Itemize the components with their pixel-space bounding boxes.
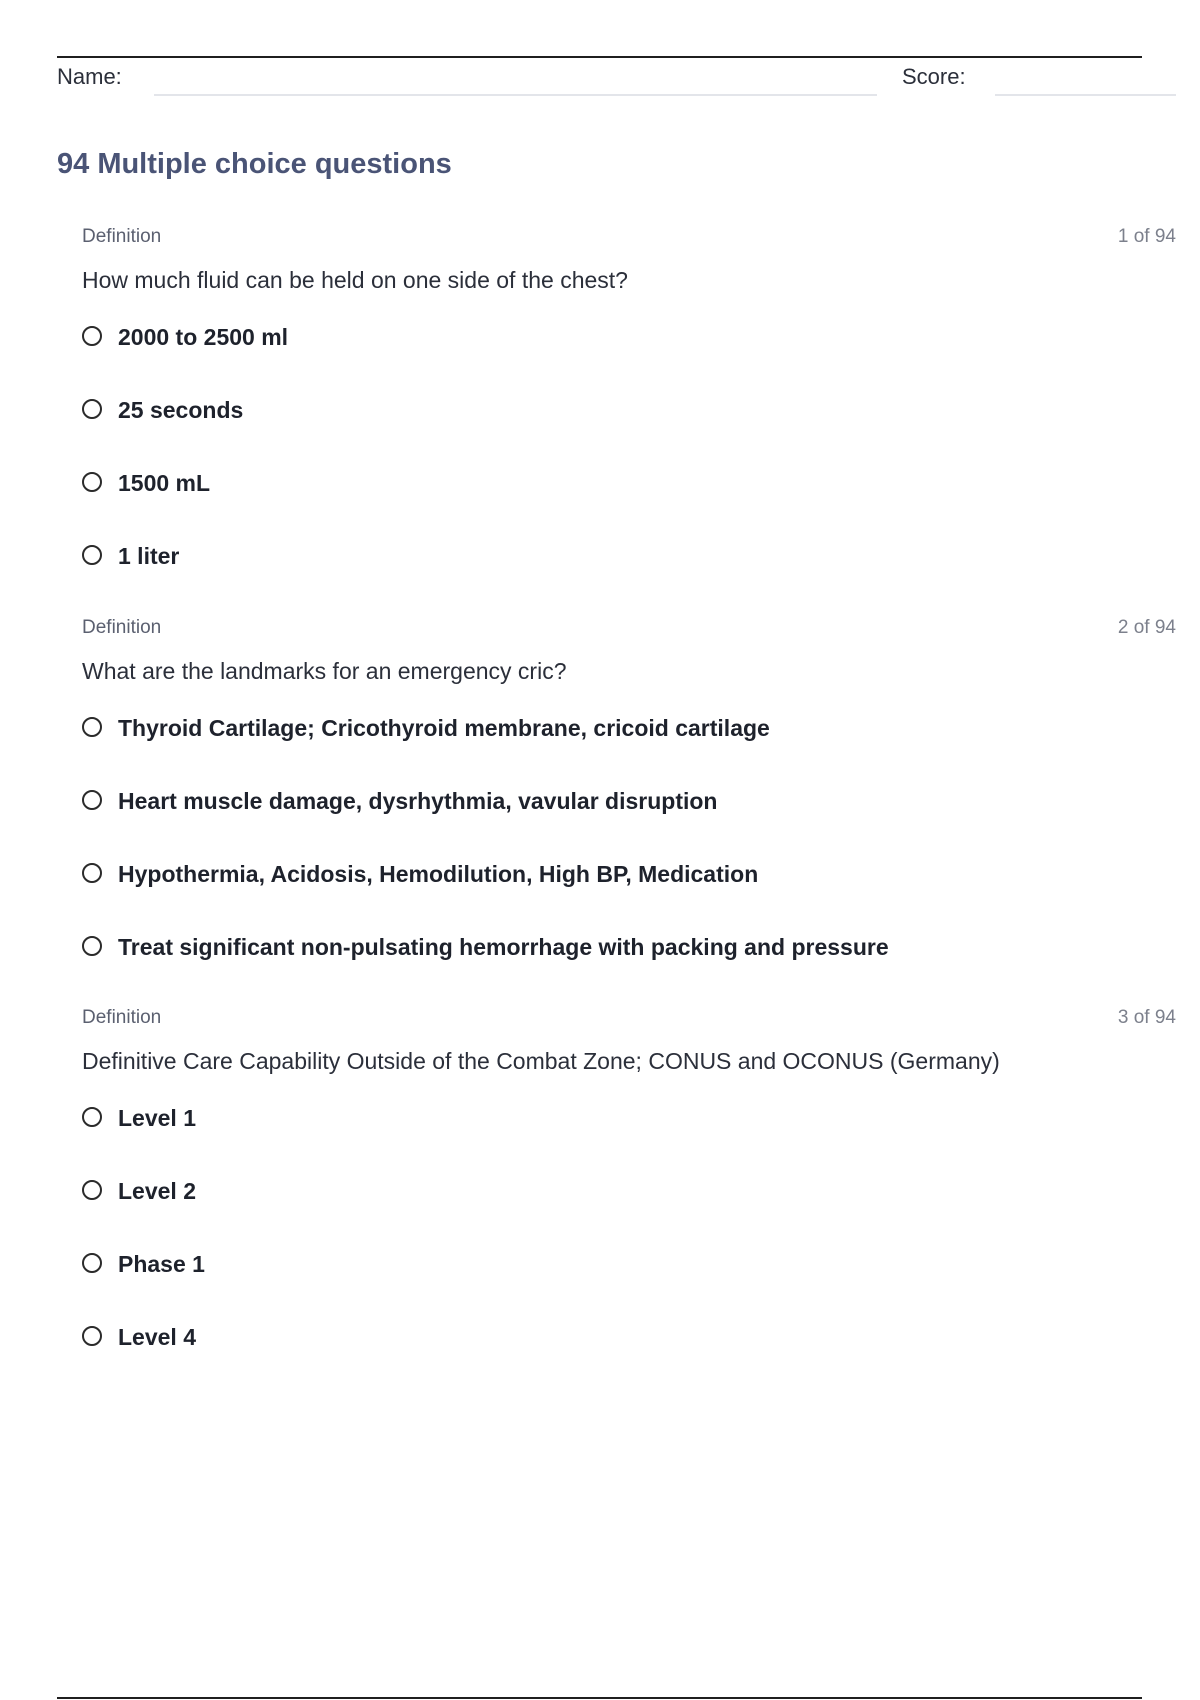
- option-label: Thyroid Cartilage; Cricothyroid membrane, cricoid cartilage: [118, 715, 770, 741]
- radio-button[interactable]: [82, 936, 102, 956]
- answer-option[interactable]: [82, 788, 1082, 861]
- question-prompt: What are the landmarks for an emergency cric?: [82, 658, 567, 684]
- answer-option[interactable]: [82, 1251, 1082, 1324]
- answer-options: [82, 1105, 1082, 1397]
- option-label: 25 seconds: [118, 397, 244, 423]
- option-label: Hypothermia, Acidosis, Hemodilution, High BP, Medication: [118, 861, 759, 887]
- option-label: Heart muscle damage, dysrhythmia, vavular disruption: [118, 788, 718, 814]
- radio-button[interactable]: [82, 790, 102, 810]
- question-type: Definition: [82, 1007, 162, 1028]
- name-label: Name:: [57, 64, 122, 89]
- question-2: [82, 617, 1176, 960]
- question-counter: 1 of 94: [1117, 226, 1176, 247]
- radio-button[interactable]: [82, 1180, 102, 1200]
- name-field[interactable]: [154, 94, 877, 96]
- radio-button[interactable]: [82, 1326, 102, 1346]
- radio-button[interactable]: [82, 326, 102, 346]
- answer-option[interactable]: [82, 1324, 1082, 1397]
- radio-button[interactable]: [82, 717, 102, 737]
- question-counter: 2 of 94: [1117, 617, 1176, 638]
- answer-options: [82, 324, 1082, 616]
- answer-options: [82, 715, 1082, 1007]
- option-label: Level 1: [118, 1105, 196, 1131]
- radio-button[interactable]: [82, 1107, 102, 1127]
- question-header: [82, 617, 1176, 645]
- radio-button[interactable]: [82, 399, 102, 419]
- radio-button[interactable]: [82, 472, 102, 492]
- option-label: Level 4: [118, 1324, 196, 1350]
- answer-option[interactable]: [82, 1105, 1082, 1178]
- option-label: Level 2: [118, 1178, 196, 1204]
- answer-option[interactable]: [82, 715, 1082, 788]
- option-label: Treat significant non-pulsating hemorrhage with packing and pressure: [118, 934, 889, 960]
- question-type: Definition: [82, 226, 162, 247]
- option-label: Phase 1: [118, 1251, 205, 1277]
- score-field[interactable]: [995, 94, 1176, 96]
- option-label: 1500 mL: [118, 470, 211, 496]
- answer-option[interactable]: [82, 543, 1082, 616]
- question-prompt: Definitive Care Capability Outside of the Combat Zone; CONUS and OCONUS (Germany): [82, 1048, 1000, 1074]
- answer-option[interactable]: [82, 470, 1082, 543]
- radio-button[interactable]: [82, 545, 102, 565]
- page-title: 94 Multiple choice questions: [57, 148, 452, 180]
- question-header: [82, 226, 1176, 254]
- question-3: [82, 1007, 1176, 1350]
- question-counter: 3 of 94: [1117, 1007, 1176, 1028]
- option-label: 1 liter: [118, 543, 180, 569]
- score-label: Score:: [902, 64, 966, 89]
- question-1: [82, 226, 1176, 569]
- question-prompt: How much fluid can be held on one side of the chest?: [82, 267, 628, 293]
- option-label: 2000 to 2500 ml: [118, 324, 289, 350]
- answer-option[interactable]: [82, 861, 1082, 934]
- radio-button[interactable]: [82, 863, 102, 883]
- question-header: [82, 1007, 1176, 1035]
- radio-button[interactable]: [82, 1253, 102, 1273]
- bottom-divider: [57, 1697, 1142, 1699]
- question-type: Definition: [82, 617, 162, 638]
- answer-option[interactable]: [82, 397, 1082, 470]
- answer-option[interactable]: [82, 934, 1082, 1007]
- answer-option[interactable]: [82, 1178, 1082, 1251]
- answer-option[interactable]: [82, 324, 1082, 397]
- top-divider: [57, 56, 1142, 58]
- worksheet-header: [0, 62, 1200, 102]
